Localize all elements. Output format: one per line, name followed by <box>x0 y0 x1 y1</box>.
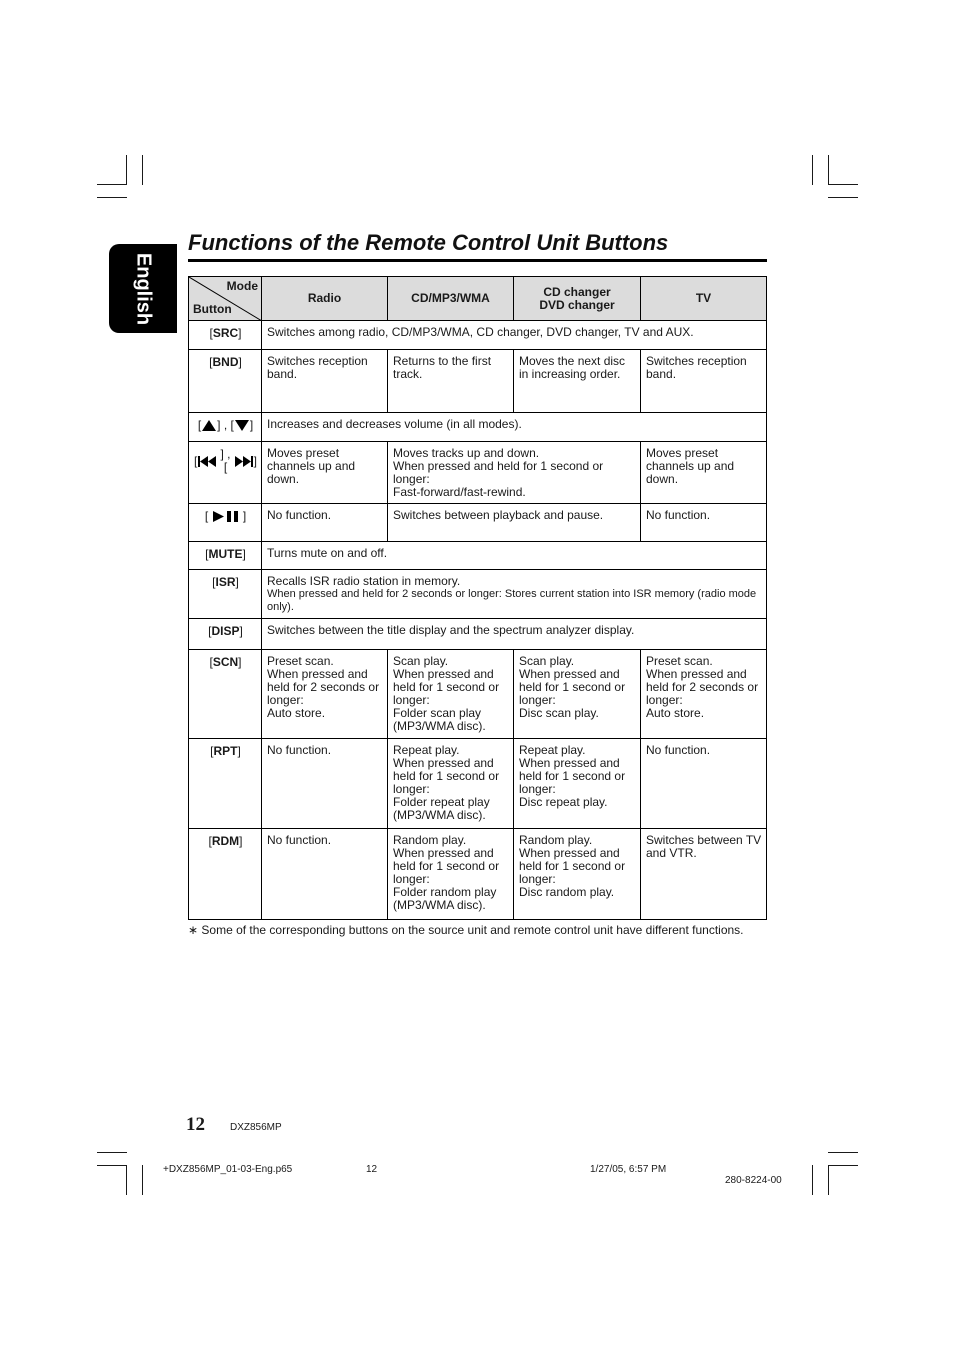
model-name: DXZ856MP <box>230 1122 282 1133</box>
header-changer: CD changer DVD changer <box>514 277 641 321</box>
table-row <box>189 650 767 739</box>
play-tv: No function. <box>641 504 767 542</box>
scn-changer: Scan play. When pressed and held for 1 second or longer: Disc scan play. <box>514 650 641 739</box>
rpt-tv: No function. <box>641 739 767 829</box>
corner-button-label: Button <box>193 302 232 316</box>
table-row <box>189 739 767 829</box>
scn-button-label: SCN <box>212 655 239 669</box>
table-header-row <box>189 277 767 321</box>
button-cell: [ ] , [ ] <box>189 413 262 442</box>
play-radio: No function. <box>262 504 388 542</box>
table-row <box>189 542 767 570</box>
rdm-tv: Switches between TV and VTR. <box>641 829 767 920</box>
rdm-button-label: RDM <box>211 834 240 848</box>
disp-button-label: DISP <box>211 624 240 638</box>
table-row <box>189 619 767 650</box>
crop-mark <box>97 197 127 198</box>
src-button-label: SRC <box>212 326 239 340</box>
crop-mark <box>97 1165 127 1166</box>
bnd-radio: Switches reception band. <box>262 350 388 413</box>
vol-separator: ] , [ <box>217 418 234 432</box>
skip-tv: Moves preset channels up and down. <box>641 442 767 504</box>
crop-mark <box>828 184 858 185</box>
up-triangle-icon <box>202 420 216 431</box>
rpt-button-label: RPT <box>213 744 238 758</box>
isr-button-label: ISR <box>215 575 236 589</box>
file-page: 12 <box>366 1164 378 1175</box>
button-cell: [DISP] <box>189 619 262 650</box>
table-row <box>189 829 767 920</box>
crop-mark <box>828 1152 858 1153</box>
button-cell: [RPT] <box>189 739 262 829</box>
skip-separator: ] , [ <box>220 447 231 474</box>
button-cell: [ISR] <box>189 570 262 619</box>
crop-mark <box>126 155 127 185</box>
crop-mark <box>142 155 143 185</box>
disp-all-modes: Switches between the title display and the spectrum analyzer display. <box>262 619 767 650</box>
rpt-radio: No function. <box>262 739 388 829</box>
button-cell: [MUTE] <box>189 542 262 570</box>
isr-line-1: Recalls ISR radio station in memory. <box>267 574 461 588</box>
header-radio: Radio <box>262 277 388 321</box>
crop-mark <box>828 1165 829 1195</box>
table-row <box>189 350 767 413</box>
table-row <box>189 413 767 442</box>
part-number: 280-8224-00 <box>725 1175 782 1186</box>
crop-mark <box>828 197 858 198</box>
footnote: ∗ Some of the corresponding buttons on the source unit and remote control unit have different functions. <box>188 923 744 937</box>
title-rule <box>188 259 767 262</box>
crop-mark <box>97 1152 127 1153</box>
scn-tv: Preset scan. When pressed and held for 2 seconds or longer: Auto store. <box>641 650 767 739</box>
header-corner-cell <box>189 277 262 321</box>
table-row <box>189 570 767 619</box>
table-row <box>189 321 767 350</box>
bnd-changer: Moves the next disc in increasing order. <box>514 350 641 413</box>
file-date: 1/27/05, 6:57 PM <box>590 1164 667 1175</box>
skip-back-icon <box>198 456 216 467</box>
crop-mark <box>126 1165 127 1195</box>
button-cell: [ ] , [ ] <box>189 442 262 504</box>
skip-forward-icon <box>235 456 253 467</box>
play-pause-icon <box>213 511 239 522</box>
language-tab-label: English <box>132 252 155 325</box>
crop-mark <box>812 1165 813 1195</box>
mute-button-label: MUTE <box>208 547 243 561</box>
rpt-cd: Repeat play. When pressed and held for 1 second or longer: Folder repeat play (MP3/WMA disc). <box>388 739 514 829</box>
crop-mark <box>812 155 813 185</box>
isr-line-2: When pressed and held for 2 seconds or longer: Stores current station into ISR memory (radio mode only). <box>267 588 757 613</box>
table-row <box>189 504 767 542</box>
crop-mark <box>97 184 127 185</box>
corner-mode-label: Mode <box>226 279 258 293</box>
button-cell: [SRC] <box>189 321 262 350</box>
header-cd: CD/MP3/WMA <box>388 277 514 321</box>
src-all-modes: Switches among radio, CD/MP3/WMA, CD changer, DVD changer, TV and AUX. <box>262 321 767 350</box>
page-number: 12 <box>186 1114 205 1135</box>
vol-all-modes: Increases and decreases volume (in all modes). <box>262 413 767 442</box>
crop-mark <box>142 1165 143 1195</box>
play-cd-changer: Switches between playback and pause. <box>388 504 641 542</box>
rdm-cd: Random play. When pressed and held for 1 second or longer: Folder random play (MP3/WMA disc). <box>388 829 514 920</box>
skip-cd-changer: Moves tracks up and down. When pressed and held for 1 second or longer: Fast-forward/fast-rewind. <box>388 442 641 504</box>
rdm-radio: No function. <box>262 829 388 920</box>
button-cell: [RDM] <box>189 829 262 920</box>
mute-all-modes: Turns mute on and off. <box>262 542 767 570</box>
bnd-button-label: BND <box>212 355 239 369</box>
skip-radio: Moves preset channels up and down. <box>262 442 388 504</box>
file-name: +DXZ856MP_01-03-Eng.p65 <box>163 1164 293 1175</box>
down-triangle-icon <box>235 420 249 431</box>
table-row <box>189 442 767 504</box>
scn-radio: Preset scan. When pressed and held for 2 seconds or longer: Auto store. <box>262 650 388 739</box>
header-tv: TV <box>641 277 767 321</box>
button-cell: [BND] <box>189 350 262 413</box>
crop-mark <box>828 155 829 185</box>
bnd-tv: Switches reception band. <box>641 350 767 413</box>
rdm-changer: Random play. When pressed and held for 1 second or longer: Disc random play. <box>514 829 641 920</box>
crop-mark <box>828 1165 858 1166</box>
page-title: Functions of the Remote Control Unit Buttons <box>188 230 669 255</box>
functions-table <box>188 276 767 920</box>
button-cell: [SCN] <box>189 650 262 739</box>
rpt-changer: Repeat play. When pressed and held for 1 second or longer: Disc repeat play. <box>514 739 641 829</box>
language-tab <box>109 244 177 333</box>
button-cell: [ ] <box>189 504 262 542</box>
bnd-cd: Returns to the first track. <box>388 350 514 413</box>
scn-cd: Scan play. When pressed and held for 1 second or longer: Folder scan play (MP3/WMA disc). <box>388 650 514 739</box>
isr-all-modes <box>262 570 767 619</box>
